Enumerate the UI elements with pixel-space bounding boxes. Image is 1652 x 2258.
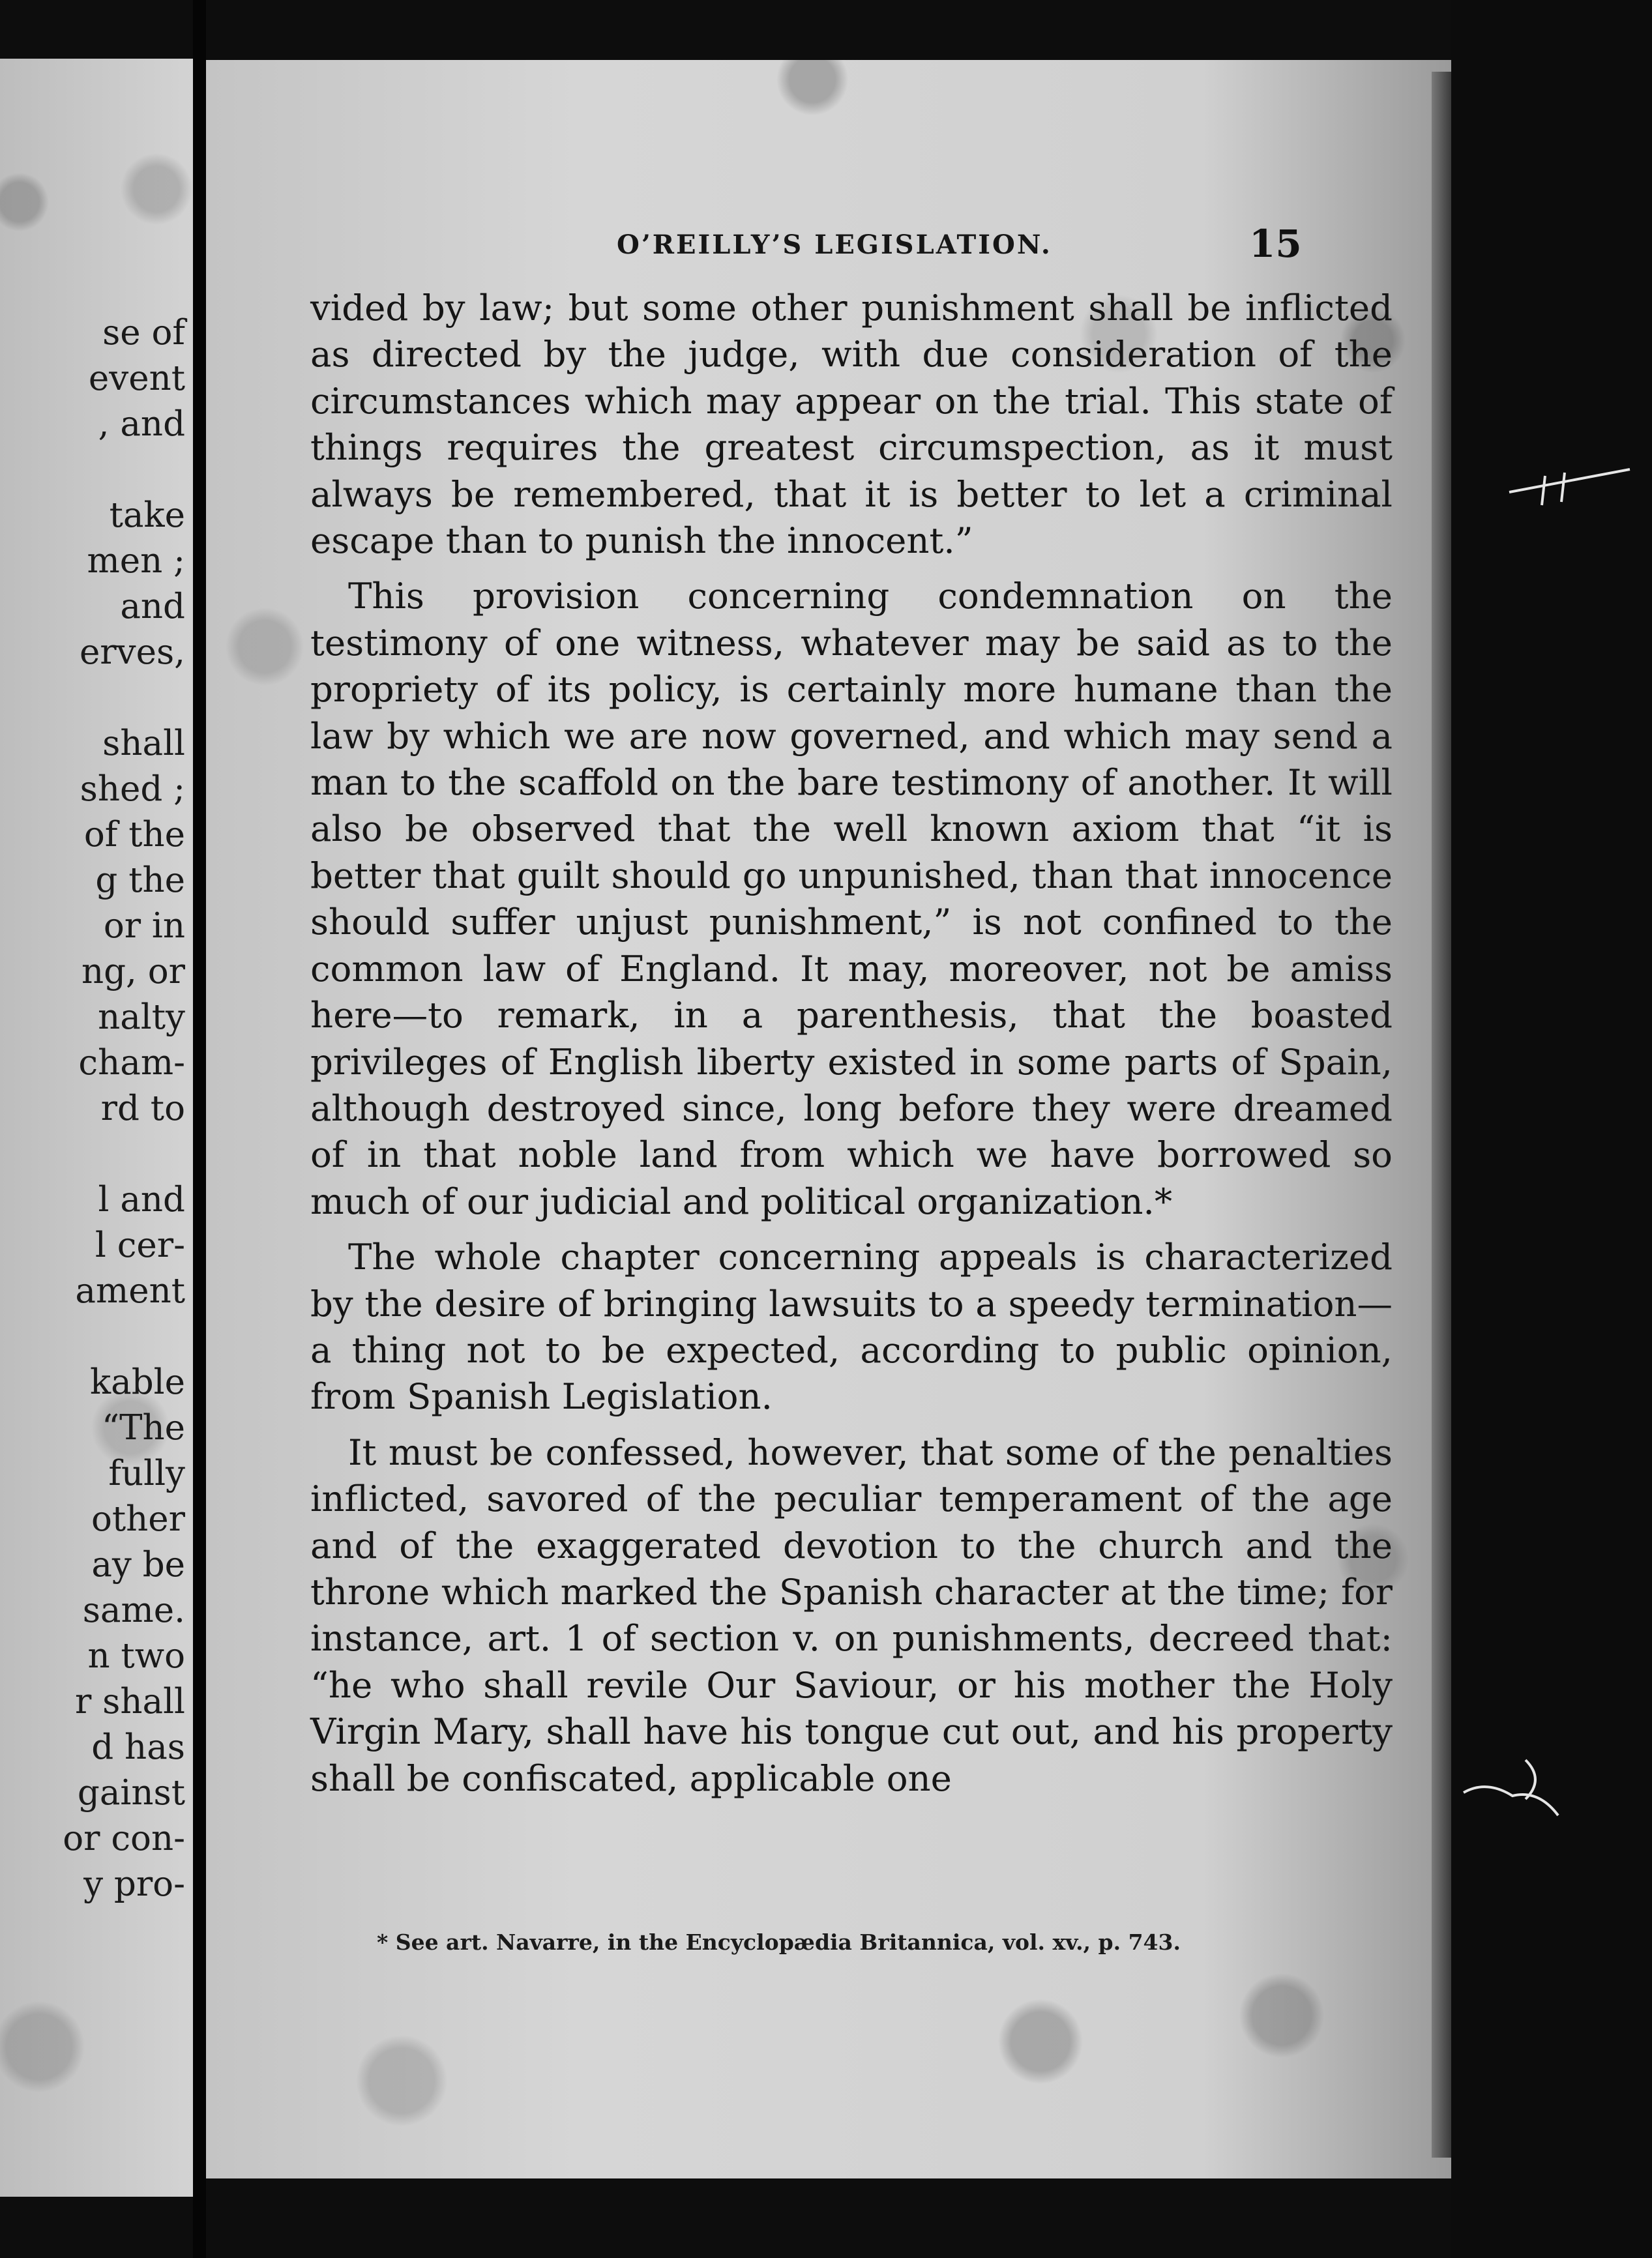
facing-line: men ;	[87, 541, 185, 581]
facing-line: and	[120, 587, 185, 626]
page-header	[206, 222, 1451, 275]
paragraph: It must be confessed, however, that some of the penalties inflicted, savored of the peculiar temperament of the age and of the exaggerated devotion to the church and the throne which marked the Spanish character at the time; for instance, art. 1 of section v. on punishments, decreed that: “he who shall revile Our Saviour, or his mother the Holy Virgin Mary, shall have his tongue cut out, and his property shall be confiscated, applicable one	[310, 1431, 1393, 1799]
facing-line: ament	[75, 1271, 185, 1311]
facing-line: fully	[108, 1454, 185, 1493]
facing-line: d has	[91, 1727, 185, 1767]
facing-line: take	[109, 495, 185, 535]
facing-line: cham-	[78, 1043, 185, 1083]
facing-line: ay be	[91, 1545, 185, 1585]
facing-line: same.	[82, 1591, 185, 1630]
facing-line: shed ;	[80, 769, 185, 809]
facing-line: other	[91, 1499, 185, 1539]
facing-line: r shall	[74, 1682, 185, 1722]
facing-line: of the	[83, 815, 185, 855]
book-gutter	[193, 0, 206, 2258]
facing-line: nalty	[98, 997, 185, 1037]
facing-line: n two	[87, 1636, 185, 1676]
facing-line: kable	[90, 1362, 185, 1402]
facing-line: “The	[102, 1408, 185, 1448]
body-text	[310, 285, 1393, 1802]
facing-page	[0, 59, 193, 2197]
running-head: O’REILLY’S LEGISLATION.	[617, 229, 1052, 260]
facing-line: event	[88, 359, 185, 398]
facing-line: shall	[102, 724, 185, 763]
paragraph: This provision concerning condemnation on the testimony of one witness, whatever may be said as to the propriety of its policy, is certainly more humane than the law by which we are now governed, and which may send a man to the scaffold on the bare testimony of another. It will also be observed that the well known axiom that “it is better that guilt should go unpunished, than that innocence should suffer unjust punishment,” is not confined to the common law of England. It may, moreover, not be amiss here—to remark, in a parenthesis, that the boasted privileges of English liberty existed in some parts of Spain, although destroyed since, long before they were dreamed of in that noble land from which we have borrowed so much of our judicial and political organization.*	[310, 575, 1393, 1222]
page	[206, 60, 1451, 2178]
facing-line: l and	[98, 1180, 185, 1220]
page-number: 15	[1249, 222, 1302, 266]
facing-line: se of	[102, 313, 185, 353]
facing-line: ng, or	[81, 952, 185, 991]
facing-line: or in	[103, 906, 185, 946]
facing-line: rd to	[100, 1089, 185, 1128]
page-edge	[1432, 72, 1451, 2158]
pen-scratch-mark	[1506, 456, 1636, 508]
facing-line: y pro-	[83, 1864, 185, 1904]
scan-background	[1451, 0, 1652, 2258]
facing-line: gainst	[77, 1773, 185, 1813]
facing-line: g the	[95, 860, 185, 900]
facing-line: erves,	[79, 632, 185, 672]
paragraph: The whole chapter concerning appeals is characterized by the desire of bringing lawsuits to a speedy termination—a thing not to be expected, according to public opinion, from Spanish Legislation.	[310, 1236, 1393, 1418]
facing-line: , and	[98, 404, 185, 444]
paragraph: vided by law; but some other punishment shall be inflicted as directed by the judge, with due consideration of the circumstances which may appear on the trial. This state of things requires the greatest circumspection, as it must always be remembered, that it is better to let a criminal escape than to punish the innocent.”	[310, 287, 1393, 562]
facing-line: or con-	[63, 1819, 185, 1858]
pen-scratch-mark	[1460, 1753, 1565, 1825]
facing-line: l cer-	[95, 1225, 185, 1265]
footnote: * See art. Navarre, in the Encyclopædia Britannica, vol. xv., p. 743.	[377, 1929, 1181, 1955]
